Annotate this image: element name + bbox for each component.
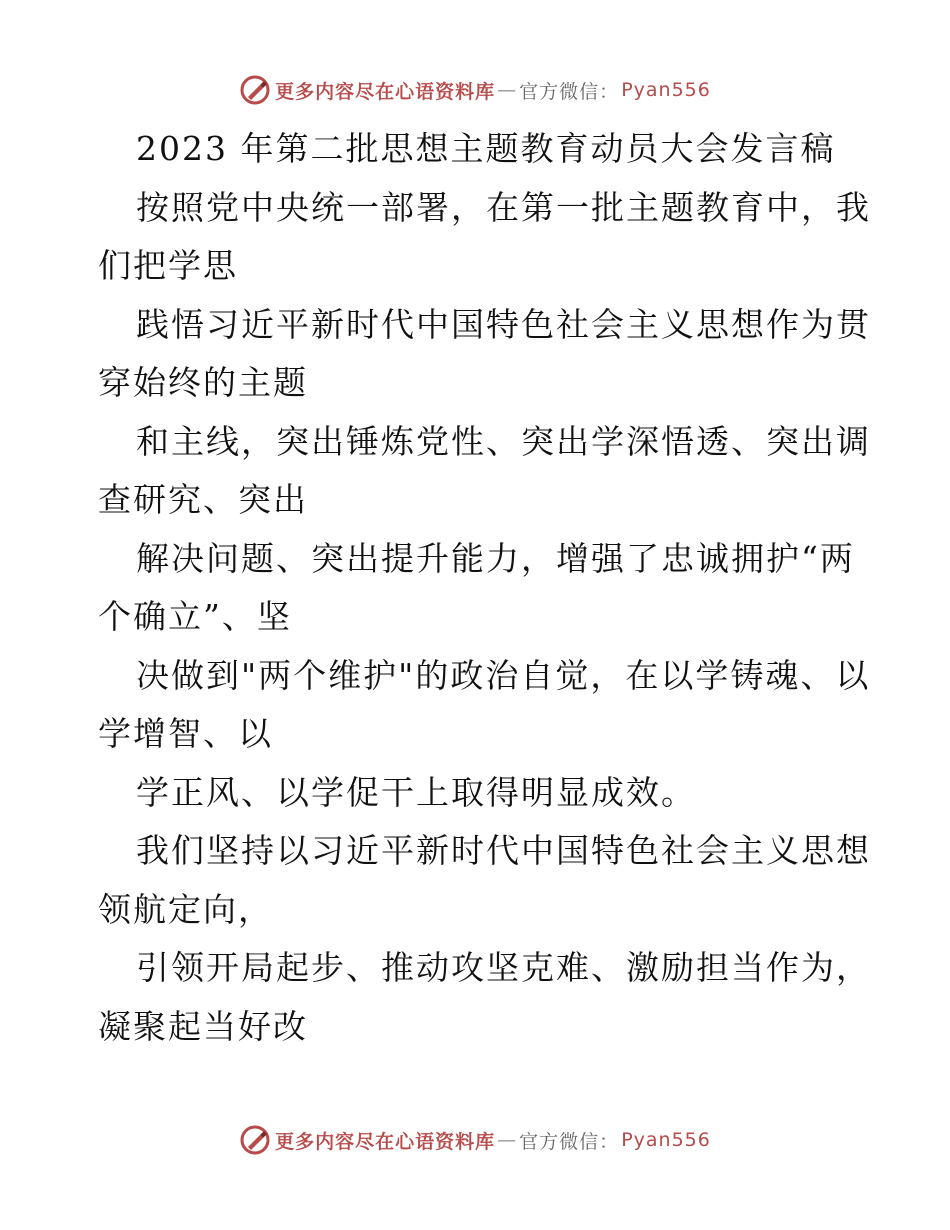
watermark-text: 更多内容尽在心语资料库 (275, 80, 496, 103)
pen-circle-logo-icon (239, 74, 271, 106)
watermark-account: Pyan556 (621, 1129, 711, 1151)
document-body (98, 120, 871, 1056)
text-line: 决做到"两个维护"的政治自觉，在以学铸魂、以 (136, 655, 871, 695)
text-line: 凝聚起当好改 (98, 1006, 308, 1046)
watermark-text: 更多内容尽在心语资料库 (275, 1130, 496, 1153)
text-line: 穿始终的主题 (98, 363, 308, 402)
text-line: 学增智、以 (98, 714, 273, 753)
watermark-footer (0, 1120, 950, 1160)
watermark-label: 官方微信： (519, 80, 620, 103)
text-line: 我们坚持以习近平新时代中国特色社会主义思想 (136, 831, 871, 870)
text-line: 和主线，突出锤炼党性、突出学深悟透、突出调 (136, 421, 871, 461)
text-line: 按照党中央统一部署，在第一批主题教育中，我 (136, 187, 871, 227)
watermark-header (0, 70, 950, 110)
watermark-dash: — (497, 79, 518, 101)
watermark-dash: — (497, 1129, 518, 1151)
pen-circle-logo-icon (239, 1124, 271, 1156)
text-line: 学正风、以学促干上取得明显成效。 (136, 772, 696, 812)
watermark-account: Pyan556 (621, 79, 711, 101)
text-line: 查研究、突出 (98, 480, 308, 519)
document-title: 2023 年第二批思想主题教育动员大会发言稿 (136, 129, 836, 168)
text-line: 践悟习近平新时代中国特色社会主义思想作为贯 (136, 304, 871, 344)
text-line: 引领开局起步、推动攻坚克难、激励担当作为， (136, 948, 871, 987)
text-line: 们把学思 (98, 246, 238, 285)
text-line: 个确立”、坚 (98, 597, 292, 636)
watermark-label: 官方微信： (519, 1130, 620, 1153)
text-line: 解决问题、突出提升能力，增强了忠诚拥护“两 (136, 538, 855, 578)
text-line: 领航定向， (98, 889, 273, 929)
